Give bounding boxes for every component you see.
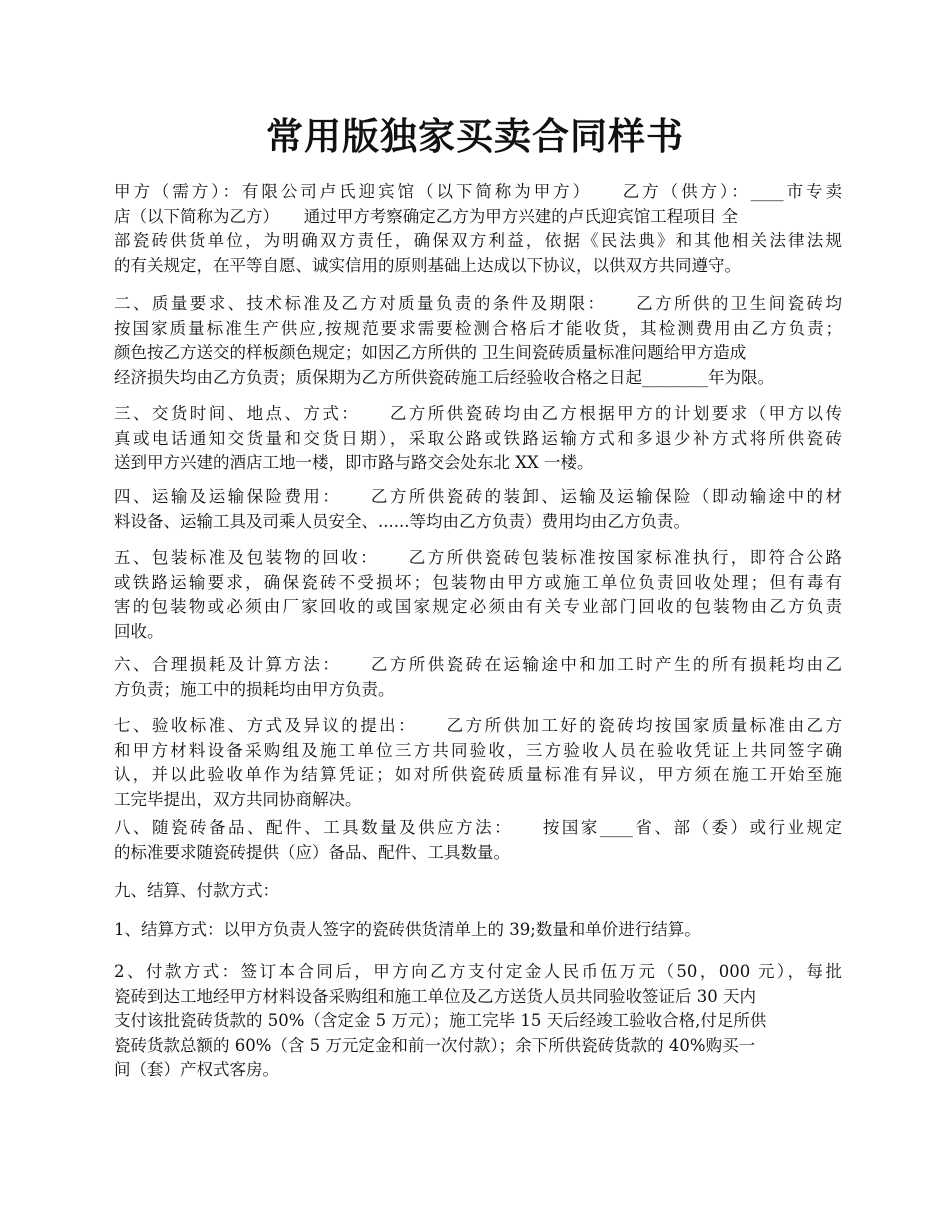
paragraph-delivery (114, 402, 842, 476)
text-line: 真或电话通知交货量和交货日期），采取公路或铁路运输方式和多退少补方式将所供瓷砖 (114, 428, 842, 448)
text-line: 七、验收标准、方式及异议的提出： 乙方所供加工好的瓷砖均按国家质量标准由乙方 (114, 716, 842, 735)
text-line: 五、包装标准及包装物的回收： 乙方所供瓷砖包装标准按国家标准执行，即符合公路 (114, 548, 842, 567)
text-line: 九、结算、付款方式： (114, 881, 279, 900)
text-line: 三、交货时间、地点、方式： 乙方所供瓷砖均由乙方根据甲方的计划要求（甲方以传 (114, 404, 842, 423)
paragraph-loss (114, 653, 842, 702)
paragraph-packaging (114, 546, 842, 644)
text-line: 方负责；施工中的损耗均由甲方负责。 (114, 679, 395, 699)
text-line: 店（以下简称为乙方） 通过甲方考察确定乙方为甲方兴建的卢氏迎宾馆工程项目 全 (114, 206, 738, 226)
document-title: 常用版独家买卖合同样书 (266, 114, 684, 158)
paragraph-settlement-method (114, 918, 842, 943)
text-line: 和甲方材料设备采购组及施工单位三方共同验收，三方验收人员在验收凭证上共同签字确 (114, 740, 842, 760)
text-line: 工完毕提出，双方共同协商解决。 (114, 789, 362, 809)
text-line: 八、随瓷砖备品、配件、工具数量及供应方法： 按国家____省、部（委）或行业规定 (114, 818, 842, 837)
text-line: 六、合理损耗及计算方法： 乙方所供瓷砖在运输途中和加工时产生的所有损耗均由乙 (114, 655, 842, 674)
text-line: 部瓷砖供货单位，为明确双方责任，确保双方利益，依据《民法典》和其他相关法律法规 (114, 231, 842, 250)
paragraph-parties (114, 180, 842, 278)
text-line: 害的包装物或必须由厂家回收的或国家规定必须由有关专业部门回收的包装物由乙方负责 (114, 597, 842, 616)
text-line: 颜色按乙方送交的样板颜色规定；如因乙方所供的 卫生间瓷砖质量标准问题给甲方造成 (114, 343, 747, 362)
text-line: 四、运输及运输保险费用： 乙方所供瓷砖的装卸、运输及运输保险（即动输途中的材 (114, 487, 842, 506)
text-line: 间（套）产权式客房。 (114, 1060, 279, 1079)
paragraph-acceptance (114, 714, 842, 812)
text-line: 2、付款方式：签订本合同后，甲方向乙方支付定金人民币伍万元（50，000 元），每批 (114, 962, 842, 981)
text-line: 支付该批瓷砖货款的 50%（含定金 5 万元）；施工完毕 15 天后经竣工验收合格,付足所供 (114, 1011, 767, 1030)
text-line: 瓷砖到达工地经甲方材料设备采购组和施工单位及乙方送货人员共同验收签证后 30 天内 (114, 986, 756, 1006)
text-line: 的有关规定，在平等自愿、诚实信用的原则基础上达成以下协议，以供双方共同遵守。 (114, 255, 741, 275)
text-line: 回收。 (114, 621, 164, 641)
text-line: 送到甲方兴建的酒店工地一楼，即市路与路交会处东北 XX 一楼。 (114, 453, 594, 472)
text-line: 1、结算方式：以甲方负责人签字的瓷砖供货清单上的 39;数量和单价进行结算。 (114, 920, 701, 939)
paragraph-quality (114, 292, 842, 390)
text-line: 二、质量要求、技术标准及乙方对质量负责的条件及期限： 乙方所供的卫生间瓷砖均 (114, 294, 842, 313)
text-line: 的标准要求随瓷砖提供（应）备品、配件、工具数量。 (114, 842, 510, 862)
paragraph-settlement-heading (114, 879, 842, 904)
text-line: 认，并以此验收单作为结算凭证；如对所供瓷砖质量标准有异议，甲方须在施工开始至施 (114, 765, 842, 784)
paragraph-payment (114, 960, 842, 1083)
paragraph-spares (114, 816, 842, 865)
text-line: 经济损失均由乙方负责；质保期为乙方所供瓷砖施工后经验收合格之日起________年为限。 (114, 367, 774, 387)
text-line: 瓷砖货款总额的 60%（含 5 万元定金和前一次付款）；余下所供瓷砖货款的 40%购买一 (114, 1035, 756, 1055)
text-line: 按国家质量标准生产供应,按规范要求需要检测合格后才能收货，其检测费用由乙方负责； (114, 318, 842, 338)
paragraph-transport (114, 485, 842, 534)
text-line: 或铁路运输要求，确保瓷砖不受损坏；包装物由甲方或施工单位负责回收处理；但有毒有 (114, 572, 842, 592)
text-line: 甲方（需方）：有限公司卢氏迎宾馆（以下简称为甲方） 乙方（供方）：____市专卖 (114, 182, 842, 201)
text-line: 料设备、运输工具及司乘人员安全、......等均由乙方负责）费用均由乙方负责。 (114, 511, 690, 531)
